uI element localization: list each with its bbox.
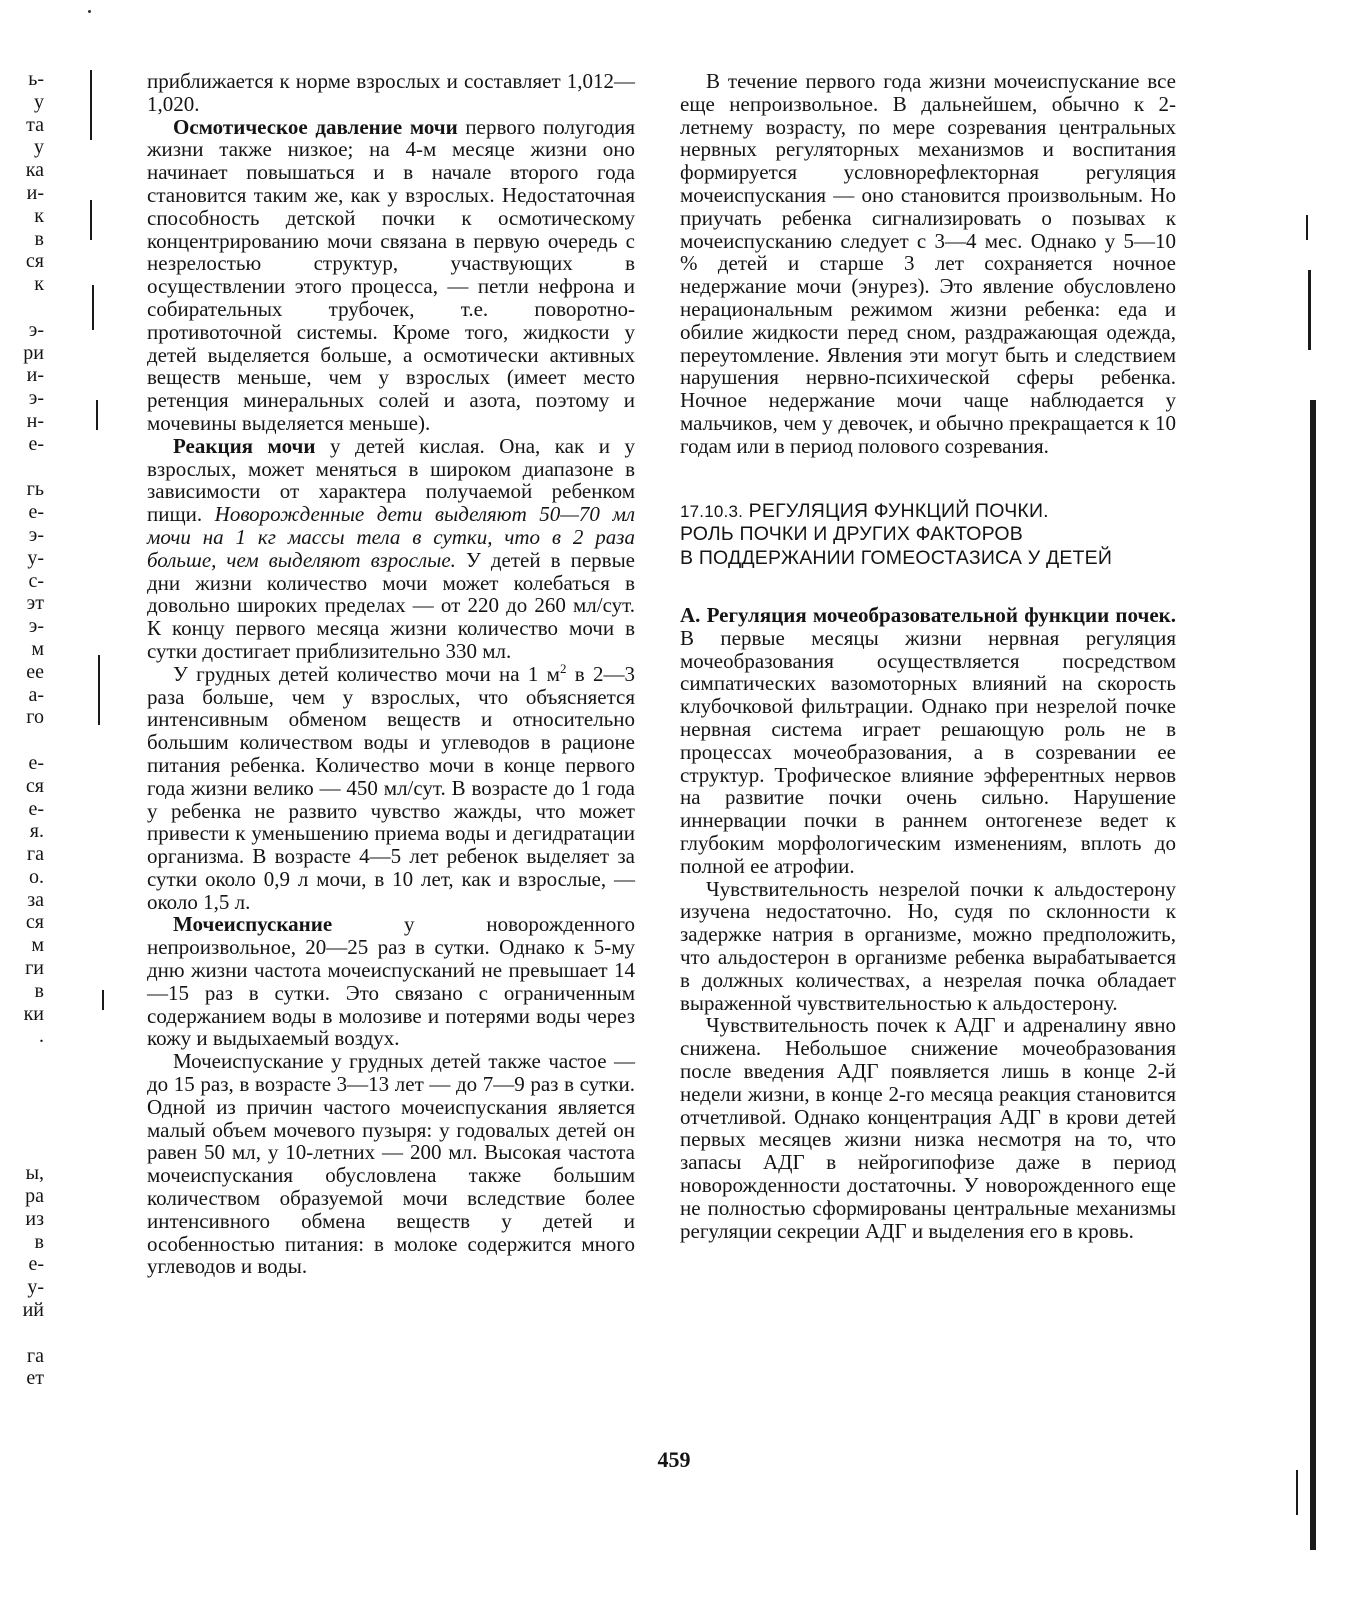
gutter-fragment: м (31, 637, 44, 660)
gutter-fragment: . (39, 1025, 44, 1048)
gutter-fragment (0, 296, 44, 319)
gutter-fragment: а- (28, 683, 44, 706)
gutter-fragment: у (34, 90, 44, 113)
gutter-fragment: ь- (28, 68, 44, 90)
scan-speck (88, 10, 91, 13)
gutter-fragment: га (26, 1344, 44, 1367)
gutter-fragment: у- (27, 1276, 44, 1299)
paragraph-text: Чувствительность почек к АДГ и адреналину явно снижена. Небольшое снижение мочеобразования после введения АДГ появляется лишь в конце 2-й недели жизни, в конце 2-го месяца реакция становится отчетливой. Однако концентрация АДГ в крови детей первых месяцев жизни низка несмотря на то, что запасы АДГ в нейрогипофизе даже в период новорожденности достаточны. У новорожденного еще не полностью сформированы центральные механизмы регуляции секреции АДГ и выделения его в кровь. (680, 1013, 1176, 1243)
paragraph-text: первого полугодия жизни также низкое; на 4-м месяце жизни оно начинает повышаться и в начале второго года становится таким же, как у взрослых. Недостаточная способность детской почки к осмотическому концентрированию мочи связана в первую очередь с незрелостью структур, участвующих в осуществлении этого процесса, — петли нефрона и собирательных трубочек, т.е. поворотно-противоточной системы. Кроме того, жидкости у детей выделяется больше, а осмотически активных веществ меньше, чем у взрослых (имеет место ретенция минеральных солей и азота, поэтому и мочевины выделяется меньше). (147, 114, 635, 435)
paragraph (680, 604, 1176, 878)
gutter-fragment: к (34, 273, 44, 296)
gutter-fragment: ий (22, 1299, 44, 1322)
superscript: 2 (559, 660, 567, 676)
gutter-fragment: ее (26, 660, 44, 683)
gutter-fragment: ги (25, 957, 44, 980)
right-text-column (680, 70, 1176, 1242)
gutter-fragment (0, 1071, 44, 1094)
gutter-fragment: та (26, 113, 44, 136)
gutter-fragment (0, 1322, 44, 1345)
margin-rule-right (1308, 270, 1311, 350)
left-text-column (147, 70, 635, 1278)
gutter-fragment: н- (26, 409, 44, 432)
section-title-line: РОЛЬ ПОЧКИ И ДРУГИХ ФАКТОРОВ (680, 523, 1024, 546)
gutter-fragment: у (34, 136, 44, 159)
gutter-fragment (0, 1117, 44, 1140)
section-title-line: РЕГУЛЯЦИЯ ФУНКЦИЙ ПОЧКИ. (748, 499, 1049, 522)
bold-term: А. Регуляция мочеобразовательной функции почек. (680, 603, 1176, 628)
bold-term: Реакция мочи (173, 433, 316, 458)
gutter-fragment: е- (28, 501, 44, 524)
margin-rule-left (92, 285, 94, 330)
paragraph (147, 1050, 635, 1278)
paragraph-text: В первые месяцы жизни нервная регуляция мочеобразования осуществляется посредством симпатических вазомоторных влияний на скорость клубочковой фильтрации. Однако при незрелой почке нервная система играет решающую роль не в процессах мочеобразования, а в созревании ее структур. Трофическое влияние эфферентных нервов на развитие почки очень сильно. Нарушение иннервации почки в раннем онтогенезе ведет к глубоким морфологическим изменениям, вплоть до полной ее атрофии. (680, 625, 1176, 878)
gutter-fragment (0, 1139, 44, 1162)
margin-rule-left (102, 990, 104, 1010)
gutter-fragment: е- (28, 432, 44, 455)
paragraph-text: У детей в первые дни жизни количество мочи может колебаться в довольно широких пределах — от 220 до 260 мл/сут. К концу первого месяца жизни количество мочи в сутки достигает приблизительно 330 мл. (147, 547, 636, 663)
gutter-fragment: ет (26, 1367, 44, 1390)
paragraph (147, 116, 635, 435)
section-title-line: В ПОДДЕРЖАНИИ ГОМЕОСТАЗИСА У ДЕТЕЙ (680, 546, 1113, 569)
gutter-fragment: э- (28, 318, 44, 341)
paragraph (147, 913, 635, 1050)
margin-rule-left (98, 655, 100, 725)
facing-page-fragments (0, 68, 44, 1390)
italic-emphasis: Новорожденные дети выделяют 50—70 мл мочи на 1 кг массы тела в сутки, что в 2 раза больше, чем выделяют взрослые. (147, 502, 636, 572)
gutter-fragment: в (34, 979, 44, 1002)
margin-rule-right (1306, 215, 1308, 240)
gutter-fragment: ки (23, 1002, 44, 1025)
gutter-fragment: и- (26, 181, 44, 204)
section-heading (680, 500, 1176, 571)
gutter-fragment: э- (28, 387, 44, 410)
margin-rule-left (96, 400, 98, 430)
margin-rule-left (90, 70, 92, 140)
gutter-fragment: из (25, 1207, 44, 1230)
gutter-fragment: эт (26, 592, 44, 615)
gutter-fragment: и- (26, 364, 44, 387)
gutter-fragment (0, 1048, 44, 1071)
gutter-fragment: ка (25, 159, 44, 182)
margin-rule-left (90, 200, 92, 240)
paragraph (680, 70, 1176, 458)
gutter-fragment: о. (29, 865, 44, 888)
gutter-fragment: гь (26, 478, 44, 501)
gutter-fragment: я. (29, 820, 44, 843)
gutter-fragment: е- (28, 1253, 44, 1276)
gutter-fragment: к (34, 204, 44, 227)
margin-rule-right (1296, 1470, 1298, 1515)
paragraph (680, 1014, 1176, 1242)
paragraph (147, 435, 635, 663)
gutter-fragment: у- (27, 546, 44, 569)
gutter-fragment (0, 1094, 44, 1117)
paragraph-text: В течение первого года жизни мочеиспускание все еще непроизвольное. В дальнейшем, обычно к 2-летнему возрасту, по мере созревания центральных нервных регуляторных механизмов и воспитания формируется условнорефлекторная регуляция мочеиспускания — оно становится произвольным. Но приучать ребенка сигнализировать о позывах к мочеиспусканию следует с 3—4 мес. Однако у 5—10 % детей и старше 3 лет сохраняется ночное недержание мочи (энурез). Это явление обусловлено нерациональным режимом жизни ребенка: еда и обилие жидкости перед сном, раздражающая одежда, переутомление. Явления эти могут быть и следствием нарушения нервно-психической сферы ребенка. Ночное недержание мочи чаще наблюдается у мальчиков, чем у девочек, и обычно прекращается к 10 годам или в период полового созревания. (680, 69, 1176, 458)
gutter-fragment: го (26, 706, 44, 729)
section-number: 17.10.3. (680, 501, 744, 521)
paragraph-text: приближается к норме взрослых и составляет 1,012—1,020. (147, 69, 635, 116)
gutter-fragment: с- (28, 569, 44, 592)
bold-term: Мочеиспускание (173, 912, 333, 937)
gutter-fragment: е- (28, 751, 44, 774)
paragraph (147, 660, 635, 914)
gutter-fragment (0, 456, 44, 479)
margin-rule-right (1310, 400, 1316, 1550)
gutter-fragment: ра (25, 1185, 44, 1208)
paragraph-text: у новорожденного непроизвольное, 20—25 раз в сутки. Однако к 5-му дню жизни частота мочеиспусканий не превышает 14—15 раз в сутки. Это связано с ограниченным содержанием воды в молозиве и потерями воды через кожу и выдыхаемый воздух. (147, 912, 635, 1051)
gutter-fragment: ри (23, 341, 44, 364)
page-number: 459 (657, 1447, 691, 1472)
paragraph-text: Чувствительность незрелой почки к альдостерону изучена недостаточно. Но, судя по склонности к задержке натрия в организме, можно предположить, что альдостерон в организме ребенка вырабатывается в должных количествах, а незрелая почка обладает выраженной чувствительностью к альдостерону. (680, 876, 1176, 1015)
gutter-fragment: в (34, 227, 44, 250)
gutter-fragment: ы, (25, 1162, 44, 1185)
paragraph-text: Мочеиспускание у грудных детей также частое — до 15 раз, в возрасте 3—13 лет — до 7—9 раз в сутки. Одной из причин частого мочеиспускания является малый объем мочевого пузыря: у годовалых детей он равен 50 мл, у 10-летних — 200 мл. Высокая частота мочеиспускания обусловлена также большим количеством образуемой мочи вследствие более интенсивного обмена веществ у детей и особенностью питания: в молоке содержится много углеводов и воды. (147, 1049, 635, 1279)
gutter-fragment: э- (28, 523, 44, 546)
gutter-fragment: э- (28, 615, 44, 638)
paragraph-text: У грудных детей количество мочи на 1 м (173, 661, 560, 686)
paragraph-text: у детей кислая. Она, как и у взрослых, может меняться в широком диапазоне в зависимости от характера получаемой ребенком пищи. (147, 433, 635, 527)
gutter-fragment: ся (25, 250, 44, 273)
gutter-fragment: ся (25, 911, 44, 934)
paragraph (147, 70, 635, 116)
gutter-fragment: в (34, 1230, 44, 1253)
gutter-fragment: м (31, 934, 44, 957)
paragraph-text: в 2—3 раза больше, чем у взрослых, что объясняется интенсивным обменом веществ и относительно большим количеством воды и углеводов в рационе питания ребенка. Количество мочи в конце первого года жизни велико — 450 мл/сут. В возрасте до 1 года у ребенка не развито чувство жажды, что может привести к уменьшению приема воды и дегидратации организма. В возрасте 4—5 лет ребенок выделяет за сутки около 0,9 л мочи, в 10 лет, как и взрослые, — около 1,5 л. (147, 661, 635, 914)
paragraph (680, 878, 1176, 1015)
gutter-fragment (0, 729, 44, 752)
gutter-fragment: за (27, 888, 44, 911)
bold-term: Осмотическое давление мочи (173, 114, 458, 139)
gutter-fragment: га (26, 843, 44, 866)
gutter-fragment: ся (25, 774, 44, 797)
gutter-fragment: е- (28, 797, 44, 820)
